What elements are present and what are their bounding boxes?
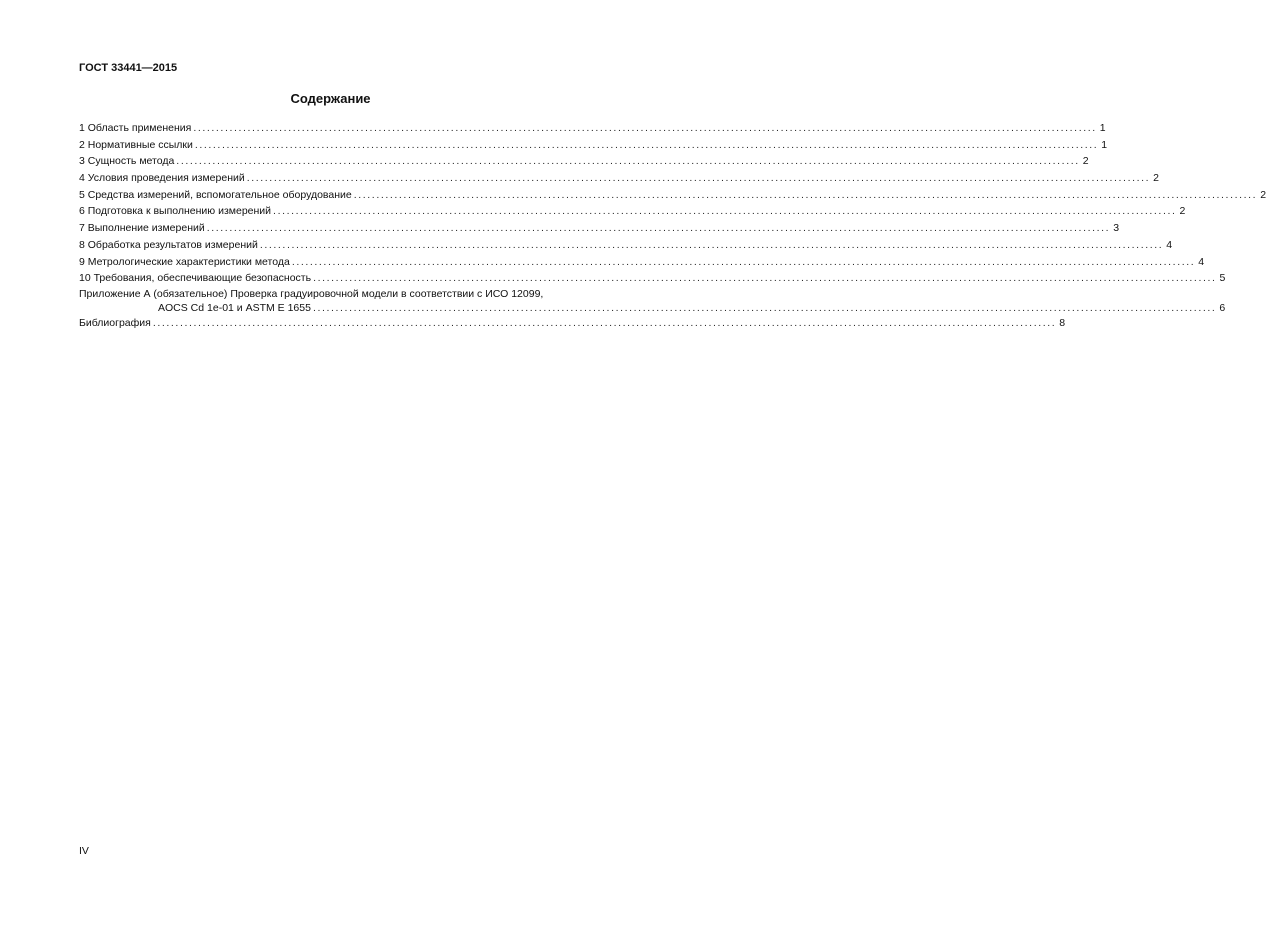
leader-dots: ........................................................................................................................................................................................................ xyxy=(193,122,1097,134)
toc-entry-7[interactable] xyxy=(79,220,1120,237)
toc-entry-9[interactable] xyxy=(79,254,1205,271)
leader-dots: ........................................................................................................................................................................................................ xyxy=(259,238,1164,251)
leader-dots: ........................................................................................................................................................................................................ xyxy=(273,205,1177,218)
toc-entry-title-continued: AOCS Cd 1e-01 и ASTM E 1655 xyxy=(158,301,311,314)
leader-dots: ........................................................................................................................................................................................................ xyxy=(353,188,1258,201)
toc-entry-page: 2 xyxy=(1179,205,1186,218)
toc-entry-page: 1 xyxy=(1101,138,1108,151)
page-number: IV xyxy=(79,845,89,857)
leader-dots: ........................................................................................................................................................................................................ xyxy=(312,301,1217,314)
toc-entry-page: 4 xyxy=(1166,238,1173,251)
toc-entry-page: 8 xyxy=(1059,316,1066,329)
toc-entry-title: 4 Условия проведения измерений xyxy=(79,172,245,185)
toc-entry-page: 2 xyxy=(1082,155,1089,168)
toc-entry-4[interactable] xyxy=(79,170,1160,187)
leader-dots: ........................................................................................................................................................................................................ xyxy=(152,316,1057,329)
toc-entry-title: 2 Нормативные ссылки xyxy=(79,138,193,151)
page-title: Содержание xyxy=(290,91,371,106)
toc-entry-title: 8 Обработка результатов измерений xyxy=(79,238,258,251)
toc-entry-5[interactable] xyxy=(79,187,1266,204)
toc-entry-page: 3 xyxy=(1113,222,1120,235)
toc-entry-title: 9 Метрологические характеристики метода xyxy=(79,255,290,268)
toc-entry-title: 6 Подготовка к выполнению измерений xyxy=(79,205,272,218)
table-of-contents xyxy=(79,120,1266,332)
toc-entry-10[interactable] xyxy=(79,270,1226,287)
toc-entry-title: 3 Сущность метода xyxy=(79,155,175,168)
toc-entry-8[interactable] xyxy=(79,237,1173,254)
toc-entry-page: 4 xyxy=(1198,255,1205,268)
toc-entry-title: 1 Область применения xyxy=(79,122,192,134)
leader-dots: ........................................................................................................................................................................................................ xyxy=(313,272,1217,285)
toc-entry-2[interactable] xyxy=(79,137,1108,154)
document-number: ГОСТ 33441—2015 xyxy=(79,62,178,74)
toc-entry-bibliography[interactable] xyxy=(79,315,1066,332)
toc-entry-3[interactable] xyxy=(79,153,1089,170)
toc-entry-page: 2 xyxy=(1153,172,1160,185)
toc-entry-appendix-a[interactable] xyxy=(79,287,1226,315)
leader-dots: ........................................................................................................................................................................................................ xyxy=(291,255,1196,268)
leader-dots: ........................................................................................................................................................................................................ xyxy=(176,155,1080,168)
toc-entry-6[interactable] xyxy=(79,203,1186,220)
leader-dots: ........................................................................................................................................................................................................ xyxy=(194,138,1099,151)
toc-entry-page: 6 xyxy=(1219,301,1226,314)
toc-entry-page: 2 xyxy=(1260,188,1266,201)
toc-entry-page: 1 xyxy=(1099,122,1106,134)
toc-entry-title: 10 Требования, обеспечивающие безопасность xyxy=(79,272,312,285)
toc-entry-title: Приложение А (обязательное) Проверка градуировочной модели в соответствии с ИСО 12099, xyxy=(79,287,544,300)
leader-dots: ........................................................................................................................................................................................................ xyxy=(246,172,1151,185)
toc-entry-title: 7 Выполнение измерений xyxy=(79,222,205,235)
toc-entry-title: 5 Средства измерений, вспомогательное оборудование xyxy=(79,188,352,201)
toc-entry-page: 5 xyxy=(1219,272,1226,285)
toc-entry-title: Библиография xyxy=(79,316,151,329)
leader-dots: ........................................................................................................................................................................................................ xyxy=(206,222,1111,235)
toc-entry-1[interactable] xyxy=(79,120,1106,137)
